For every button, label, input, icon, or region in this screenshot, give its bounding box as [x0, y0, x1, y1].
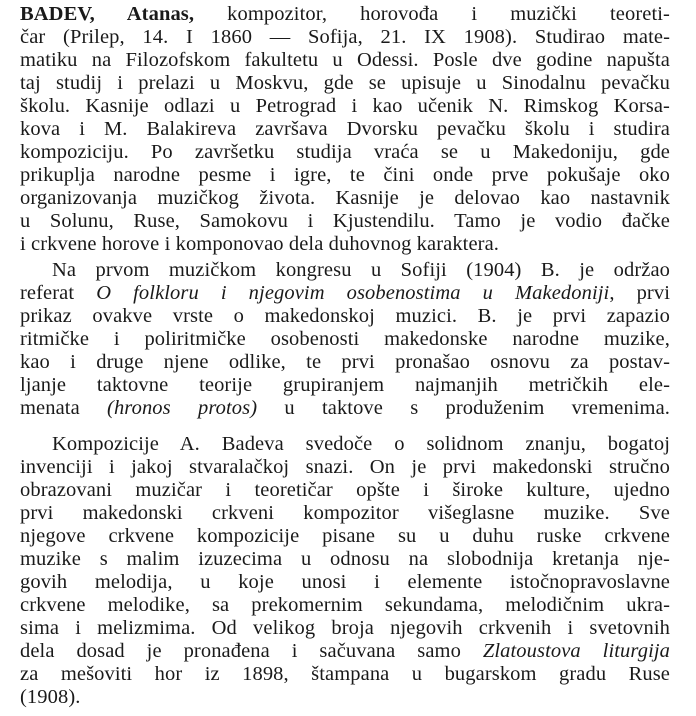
entry-line: matiku na Filozofskom fakultetu u Odessi. Posle dve godine napušta: [20, 49, 670, 71]
entry-line: prikaz ovakve vrste o makedonskoj muzici. B. je prvi zapazio: [20, 305, 670, 327]
entry-line: u Solunu, Ruse, Samokovu i Kjustendilu. Tamo je vodio đačke: [20, 210, 670, 232]
entry-line: kao i druge njene odlike, te prvi pronašao osnovu za postav-: [20, 351, 670, 373]
entry-text: menata: [20, 397, 108, 419]
entry-line: (1908).: [20, 686, 81, 708]
entry-line: kompoziciju. Po završetku studija vraća se u Makedoniju, gde: [20, 141, 670, 163]
entry-text: referat: [20, 282, 97, 304]
entry-line: njegove crkvene kompozicije pisane su u duhu ruske crkvene: [20, 525, 670, 547]
entry-text: , prvi: [609, 282, 671, 304]
entry-line: za mešoviti hor iz 1898, štampana u bugarskom gradu Ruse: [20, 663, 670, 685]
entry-line: organizovanja muzičkog života. Kasnije je delovao kao nastavnik: [20, 187, 670, 209]
entry-line: i crkvene horove i komponovao dela duhovnog karaktera.: [20, 233, 500, 255]
entry-line: invenciji i jakoj stvaralačkoj snazi. On je prvi makedonski stručno: [20, 456, 670, 478]
entry-line: sima i melizmima. Od velikog broja njegovih crkvenih i svetovnih: [20, 617, 670, 639]
entry-line: [20, 397, 670, 420]
entry-line: prikuplja narodne pesme i igre, te čini onde prve pokušaje oko: [20, 164, 670, 186]
entry-line: [20, 282, 670, 305]
entry-line: ljanje taktovne teorije grupiranjem najmanjih metričkih ele-: [20, 374, 670, 396]
entry-line: muzike s malim izuzecima u odnosu na slobodnija kretanja nje-: [20, 548, 670, 570]
entry-italic-title: O folkloru i njegovim osobenostima u Makedoniji: [96, 282, 610, 304]
entry-line: čar (Prilep, 14. I 1860 — Sofija, 21. IX 1908). Studirao mate-: [20, 26, 670, 48]
entry-line: [20, 3, 670, 26]
entry-text: kompozitor, horovođa i muzički teoreti-: [194, 3, 670, 25]
entry-line: taj studij i prelazi u Moskvu, gde se upisuje u Sinodalnu pevačku: [20, 72, 670, 94]
entry-text: dela dosad je pronađena i sačuvana samo: [20, 640, 483, 662]
entry-italic-title: Zlatoustova liturgija: [482, 640, 671, 662]
entry-text: u taktove s produženim vremenima.: [257, 397, 670, 419]
entry-line: [20, 640, 670, 663]
entry-line: ritmičke i poliritmičke osobenosti makedonske narodne muzike,: [20, 328, 670, 350]
entry-italic-term: (hronos protos): [107, 397, 258, 419]
entry-headword: BADEV, Atanas,: [20, 3, 195, 25]
entry-line: školu. Kasnije odlazi u Petrograd i kao učenik N. Rimskog Korsa-: [20, 95, 670, 117]
entry-line: kova i M. Balakireva završava Dvorsku pevačku školu i studira: [20, 118, 670, 140]
entry-line: govih melodija, u koje unosi i elemente istočnopravoslavne: [20, 571, 670, 593]
entry-line: obrazovani muzičar i teoretičar opšte i široke kulture, ujedno: [20, 479, 670, 501]
entry-line: crkvene melodike, sa prekomernim sekundama, melodičnim ukra-: [20, 594, 670, 616]
entry-line: Na prvom muzičkom kongresu u Sofiji (1904) B. je održao: [52, 259, 670, 281]
entry-line: prvi makedonski crkveni kompozitor višeglasne muzike. Sve: [20, 502, 670, 524]
entry-line: Kompozicije A. Badeva svedoče o solidnom znanju, bogatoj: [52, 433, 670, 455]
